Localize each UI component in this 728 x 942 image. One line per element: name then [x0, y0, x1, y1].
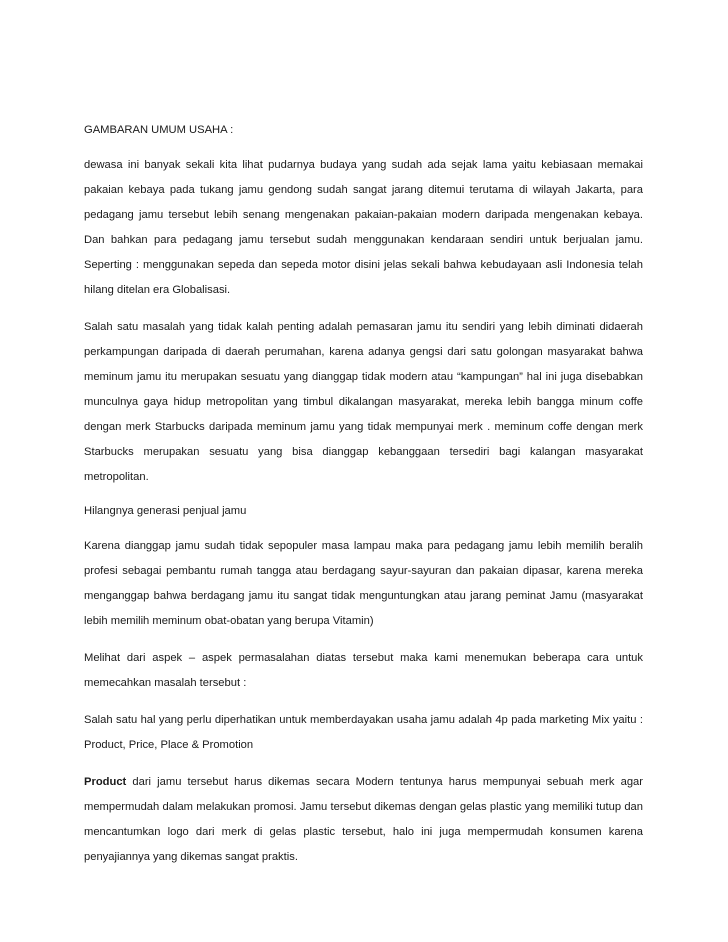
paragraph-profesi: Karena dianggap jamu sudah tidak sepopuler masa lampau maka para pedagang jamu lebih memilih beralih profesi sebagai pembantu rumah tangga atau berdagang sayur-sayuran dan pakaian dipasar, karena mereka menganggap bahwa berdagang jamu itu sangat tidak menguntungkan atau jarang peminat Jamu (masyarakat lebih memilih meminum obat-obatan yang berupa Vitamin): [84, 540, 643, 627]
paragraph-aspek: Melihat dari aspek – aspek permasalahan diatas tersebut maka kami menemukan beberapa cara untuk memecahkan masalah tersebut :: [84, 652, 643, 689]
paragraph-pemasaran: Salah satu masalah yang tidak kalah penting adalah pemasaran jamu itu sendiri yang lebih diminati didaerah perkampungan daripada di daerah perumahan, karena adanya gengsi dari satu golongan masyarakat bahwa meminum jamu itu merupakan sesuatu yang dianggap tidak modern atau “kampungan” hal ini juga disebabkan munculnya gaya hidup metropolitan yang timbul dikalangan masyarakat, mereka lebih bangga minum coffe dengan merk Starbucks daripada meminum jamu yang tidak mempunyai merk . meminum coffe dengan merk Starbucks merupakan sesuatu yang bisa dianggap kebanggaan tersediri bagi kalangan masyarakat metropolitan.: [84, 321, 643, 483]
document-page: [84, 121, 643, 882]
product-description: dari jamu tersebut harus dikemas secara Modern tentunya harus mempunyai sebuah merk agar mempermudah dalam melakukan promosi. Jamu tersebut dikemas dengan gelas plastic yang memiliki tutup dan mencantumkan logo dari merk di gelas plastic tersebut, halo ini juga mempermudah konsumen karena penyajiannya yang dikemas sangat praktis.: [84, 776, 643, 863]
paragraph-product: [84, 770, 643, 870]
paragraph-marketing-mix: Salah satu hal yang perlu diperhatikan untuk memberdayakan usaha jamu adalah 4p pada marketing Mix yaitu : Product, Price, Place & Promotion: [84, 714, 643, 751]
product-term: Product: [84, 776, 127, 788]
paragraph-budaya: dewasa ini banyak sekali kita lihat pudarnya budaya yang sudah ada sejak lama yaitu kebiasaan memakai pakaian kebaya pada tukang jamu gendong sudah sangat jarang ditemui terutama di wilayah Jakarta, para pedagang jamu tersebut lebih senang mengenakan pakaian-pakaian modern daripada mengenakan kebaya. Dan bahkan para pedagang jamu tersebut sudah menggunakan kendaraan sendiri untuk berjualan jamu. Seperting : menggunakan sepeda dan sepeda motor disini jelas sekali bahwa kebudayaan asli Indonesia telah hilang ditelan era Globalisasi.: [84, 159, 643, 296]
document-heading: GAMBARAN UMUM USAHA :: [84, 124, 234, 136]
subheading-generasi: Hilangnya generasi penjual jamu: [84, 505, 247, 517]
